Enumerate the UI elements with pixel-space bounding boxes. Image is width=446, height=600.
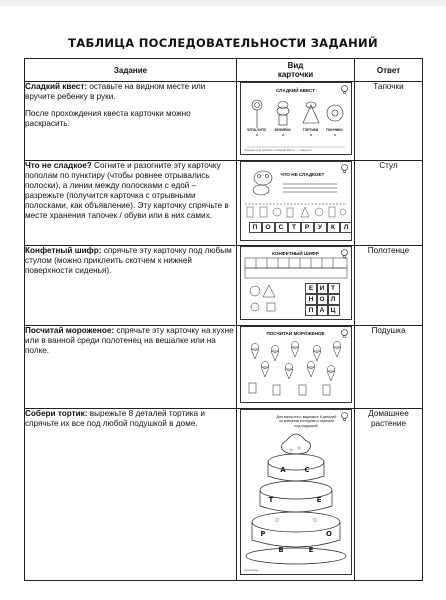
task-cell (25, 326, 237, 409)
card-title: СЛАДКИЙ КВЕСТ (275, 88, 316, 93)
cipher-letter: Л (327, 294, 340, 305)
card-thumbnail-count-ice-cream (240, 326, 352, 403)
task-text: спрячьте эту карточку под любым стулом (можно приклеить скотчем к нижней поверхности сиденья). (25, 246, 232, 275)
cake-piece-letter: Б (277, 546, 284, 554)
task-text: вырежьте 8 деталей тортика и спрячьте их все под любой подушкой в доме. (25, 409, 205, 428)
cake-piece-letter: О (325, 530, 332, 538)
cipher-letter: Н (305, 294, 318, 305)
card-label: ТОРТИКИ (302, 128, 319, 132)
strip-letters (249, 222, 352, 233)
task-cell (25, 409, 237, 581)
table-row (25, 326, 423, 409)
card-thumbnail-sweet-quest (240, 82, 352, 155)
lightbulb-icon (341, 412, 348, 421)
cipher-letter: О (316, 294, 329, 305)
answer-cell: Домашнее растение (355, 409, 423, 581)
page-title: ТАБЛИЦА ПОСЛЕДОВАТЕЛЬНОСТИ ЗАДАНИЙ (68, 36, 378, 50)
lightbulb-icon (341, 164, 348, 173)
strip-letter: Л (340, 222, 352, 233)
card-caption: Для взрослого: вырежьте 8 деталей по внешним контурам и спрячьте под подушкой. (276, 415, 337, 428)
table-row (25, 246, 423, 326)
table-row (25, 409, 423, 581)
card-cell (237, 246, 355, 326)
card-label: ЗЕФИРКИ (274, 128, 291, 132)
lightbulb-icon (341, 85, 348, 94)
task-cell (25, 82, 237, 161)
strip-letter: К (327, 222, 340, 233)
task-name: Собери тортик: (25, 409, 88, 418)
cipher-answer-grid (305, 283, 338, 316)
card-thumbnail-candy-cipher (240, 246, 352, 320)
cipher-letter: Ц (327, 305, 340, 316)
cipher-letter: Е (305, 283, 318, 294)
task-extra: После прохождения квеста карточки можно раскрасить. (25, 109, 191, 128)
card-thumbnail-build-cake (240, 409, 352, 575)
header-answer: Ответ (355, 59, 423, 82)
task-name: Сладкий квест: (25, 82, 88, 91)
task-sequence-table (24, 58, 423, 581)
cake-piece-letter: Т (268, 496, 273, 504)
cake-piece-letter: Р (259, 530, 266, 538)
sweets-illustration (241, 83, 351, 154)
card-label: ПОНЧИКИ (326, 128, 343, 132)
strip-letter: У (314, 222, 327, 233)
card-cell (237, 82, 355, 161)
task-cell (25, 161, 237, 246)
cake-piece-letter: С (303, 466, 310, 474)
cipher-letter: А (316, 305, 329, 316)
strip-letter: П (249, 222, 262, 233)
cipher-letter: Т (327, 283, 340, 294)
header-card-line1: Вид (287, 61, 304, 70)
task-name: Что не сладкое? (25, 161, 92, 170)
cake-illustration (241, 410, 351, 574)
top-edge (0, 0, 446, 6)
lightbulb-icon (341, 329, 348, 338)
task-text: спрячьте эту карточку на кухне или в ванной среди полотенец на вешалке или на полке. (25, 326, 234, 355)
cake-piece-letter: Е (316, 496, 321, 504)
cake-piece-letter: Е (308, 546, 313, 554)
answer-cell: Тапочки (355, 82, 423, 161)
header-card (237, 59, 355, 82)
card-title: ЧТО НЕ СЛАДКОЕ? (280, 172, 325, 177)
card-cell (237, 326, 355, 409)
answer-cell: Подушка (355, 326, 423, 409)
table-header-row (25, 59, 423, 82)
task-name: Конфетный шифр: (25, 246, 102, 255)
strip-letter: Р (301, 222, 314, 233)
lightbulb-icon (341, 249, 348, 258)
table-row (25, 161, 423, 246)
header-card-line2: карточки (277, 70, 314, 79)
strip-letter: О (262, 222, 275, 233)
card-title: КОНФЕТНЫЙ ШИФР (272, 251, 319, 256)
strip-letter: Т (288, 222, 301, 233)
card-cell (237, 161, 355, 246)
task-text: оставьте на видном месте или вручите ребенку в руки. (25, 82, 206, 101)
task-text: Согните и разогните эту карточку пополам по пунктиру (чтобы ровнее отрывались полоски), а линии между полосками с едой – разрежьте (получится карточка с отрывными полосками, как объявление). Эту карточку спрячьте в месте хранения тапочек / обуви или в них самих. (25, 161, 229, 220)
ice-cream-illustration (241, 327, 351, 402)
task-cell (25, 246, 237, 326)
cipher-letter: П (305, 305, 318, 316)
header-task: Задание (25, 59, 237, 82)
card-label: ЧУПА-ЧУПС (246, 128, 267, 132)
card-footer: Кроссворд (244, 568, 259, 572)
cake-piece-letter: А (279, 466, 286, 474)
answer-cell: Полотенце (355, 246, 423, 326)
card-title: ПОСЧИТАЙ МОРОЖЕНОЕ (266, 331, 325, 336)
cipher-letter: И (316, 283, 329, 294)
answer-cell: Стул (355, 161, 423, 246)
card-footer: Задание для ребенка «Сладкий квест» — сладости (244, 148, 312, 152)
table-row (25, 82, 423, 161)
card-cell (237, 409, 355, 581)
card-thumbnail-not-sweet (240, 161, 352, 241)
task-name: Посчитай мороженое: (25, 326, 115, 335)
strip-letter: С (275, 222, 288, 233)
